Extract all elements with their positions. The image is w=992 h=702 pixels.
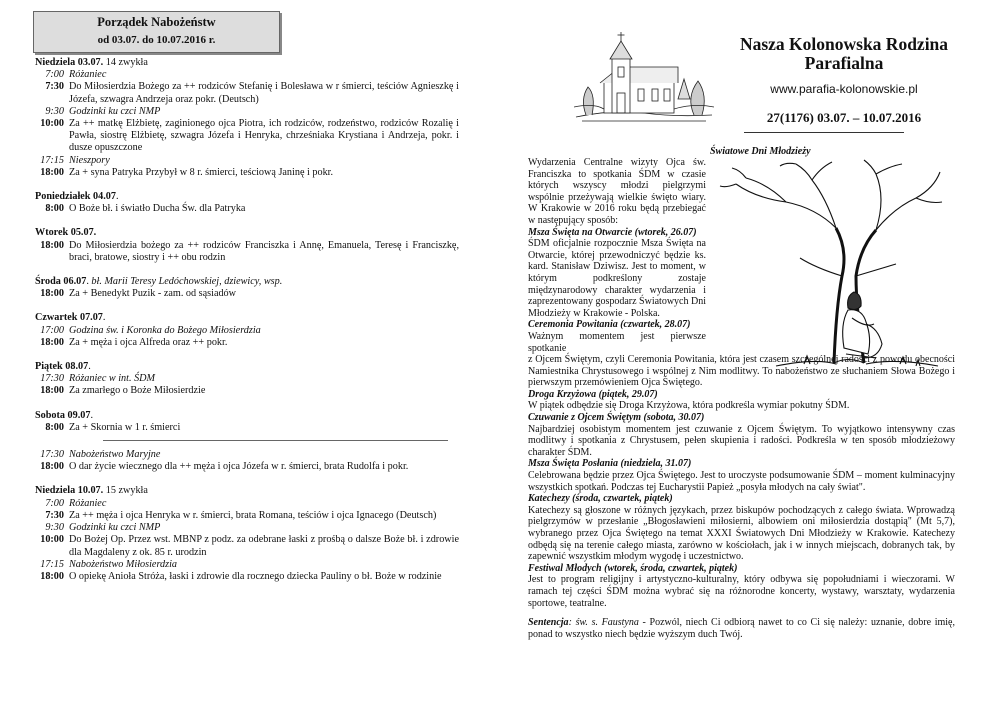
- schedule-entry: [35, 461, 459, 473]
- entry-time: 18:00: [40, 336, 64, 348]
- schedule-day: [35, 191, 459, 215]
- sentence: [528, 617, 955, 640]
- entry-text: Nabożeństwo Miłosierdzia: [69, 558, 178, 570]
- schedule-entry: [35, 337, 459, 349]
- day-name: Poniedziałek 04.07: [35, 191, 116, 203]
- entry-time: 7:30: [45, 509, 64, 521]
- schedule-entry: [35, 534, 459, 558]
- day-note: .: [86, 276, 89, 288]
- divider: [744, 132, 904, 133]
- schedule-entry: [35, 203, 459, 215]
- schedule-entry: [35, 288, 459, 300]
- schedule-day: [35, 361, 459, 398]
- schedule-day: [35, 227, 459, 264]
- entry-time: 7:00: [45, 69, 64, 81]
- day-heading: [35, 361, 459, 373]
- entry-time: 18:00: [40, 166, 64, 178]
- schedule-entry: [35, 449, 459, 461]
- sentence-author: : św. s. Faustyna: [568, 617, 639, 629]
- entry-text: Różaniec: [69, 497, 107, 509]
- entry-text: Różaniec: [69, 69, 107, 81]
- schedule-entry: [35, 155, 459, 167]
- schedule-title: Porządek Nabożeństw: [97, 15, 216, 29]
- schedule-day: [35, 57, 459, 179]
- wyd-s2-text-b: z Ojcem Świętym, czyli Ceremonia Powitania, która jest czasem szczególnej radości z powodu obecności Namiestnika Chrystusowego i wspólnej z Nim modlitwy. To nabożeństwo ze słuchaniem Słowa Bożego i pierwszym przemówieniem Ojca Świętego.: [528, 354, 955, 389]
- wyd-s1-text: ŚDM oficjalnie rozpocznie Msza Święta na Otwarcie, której przewodniczyć będzie ks. kard. Stanisław Dziwisz. Jest to moment, w którym podkreślony zostaje międzynarodowy charakter wydarzenia i zaprezentowany gospodarz Światowych Dni Młodzieży w Krakowie - Polska.: [528, 238, 706, 319]
- schedule-entry: [35, 559, 459, 571]
- entry-text: O dar życie wiecznego dla ++ męża i ojca Józefa w r. śmierci, brata Rudolfa i pokr.: [69, 461, 409, 473]
- entry-text: Za + Skornia w 1 r. śmierci: [69, 421, 181, 433]
- schedule-entry: [35, 498, 459, 510]
- wyd-s4-text: Najbardziej osobistym momentem jest czuwanie z Ojcem Świętym. To wyjątkowo intensywny czas modlitwy i spotkania z Chrystusem, pełen skupienia i radości. Podkreśla w ten sposób młodzieżowy charakter ŚDM.: [528, 423, 955, 458]
- schedule-entry: [35, 118, 459, 155]
- wyd-heading: Światowe Dni Młodzieży: [710, 146, 811, 157]
- entry-text: Za ++ matkę Elżbietę, zaginionego ojca Piotra, ich rodziców, rodzeństwo, rodziców Rozalię i Pawła, siostrę Elżbietę, szwagra Józefa i Henryka, chrześniaka Krystiana i Andrzeja, pokr. i dusze opuszczone: [69, 118, 459, 154]
- entry-time: 18:00: [40, 570, 64, 582]
- day-note: 15 zwykła: [103, 485, 148, 497]
- schedule-entry: [35, 385, 459, 397]
- wyd-intro: Wydarzenia Centralne wizyty Ojca św. Franciszka to spotkania ŚDM w czasie których wszyscy młodzi pielgrzymi wspólnie przeżywają wielkie święto wiary. W Krakowie w 2016 roku będą przebiegać w następujący sposób:: [528, 157, 706, 226]
- entry-text: Nabożeństwo Maryjne: [69, 449, 161, 461]
- sentence-text: - Pozwól, niech Ci odbiorą nawet to co Ci się należy: uznanie, dobre imię, ponad to wszystko niech będzie wyższym duch Twój.: [528, 617, 955, 640]
- schedule-entry: [35, 81, 459, 105]
- entry-text: Do Miłosierdzia Bożego za ++ rodziców Stefanię i Bolesława w r śmierci, teściów Agnieszkę i Józefa, szwagra Andrzeja oraz pokr. (Deutsch): [69, 81, 459, 105]
- entry-text: Za zmarłego o Boże Miłosierdzie: [69, 385, 206, 397]
- wyd-s3-heading: Droga Krzyżowa (piątek, 29.07): [528, 388, 658, 400]
- day-heading: [35, 410, 459, 422]
- schedule-day: [35, 410, 459, 474]
- wyd-s5-text: Celebrowana będzie przez Ojca Świętego. Jest to uroczyste podsumowanie ŚDM – moment kulminacyjny wszystkich spotkań. Podczas tej Eucharystii Papież „posyła młodych na cały świat".: [528, 470, 955, 493]
- day-heading: [35, 191, 459, 203]
- day-name: Niedziela 10.07.: [35, 485, 104, 497]
- day-name: Środa 06.07: [35, 276, 87, 288]
- schedule-entry: [35, 510, 459, 522]
- day-note: .: [115, 191, 119, 203]
- issue-number: 27(1176) 03.07. – 10.07.2016: [766, 110, 922, 125]
- entry-time: 9:30: [45, 522, 64, 534]
- entry-time: 18:00: [40, 288, 64, 300]
- day-note: .: [102, 312, 106, 324]
- entry-time: 18:00: [40, 461, 64, 473]
- entry-time: 17:15: [40, 558, 64, 570]
- day-name: Sobota 09.07: [35, 409, 91, 421]
- schedule-list: [35, 57, 459, 583]
- day-heading: [35, 57, 459, 69]
- day-feast: bł. Marii Teresy Ledóchowskiej, dziewicy, wsp.: [88, 276, 283, 288]
- entry-time: 17:30: [40, 449, 64, 461]
- entry-text: Różaniec w int. ŚDM: [69, 373, 156, 385]
- schedule-entry: [35, 373, 459, 385]
- wyd-s3-text: W piątek odbędzie się Droga Krzyżowa, która podkreśla wymiar pokutny ŚDM.: [528, 400, 850, 412]
- entry-text: Godzina św. i Koronka do Bożego Miłosierdzia: [69, 324, 261, 336]
- wyd-s2-text-a: Ważnym momentem jest pierwsze spotkanie: [528, 330, 706, 354]
- wyd-s4-heading: Czuwanie z Ojcem Świętym (sobota, 30.07): [528, 412, 705, 424]
- entry-time: 17:15: [40, 154, 64, 166]
- entry-text: Za + męża i ojca Alfreda oraz ++ pokr.: [69, 336, 228, 348]
- wyd-s7-text: Jest to program religijny i artystyczno-kulturalny, który odbywa się popołudniami i wieczorami. W ramach tej części ŚDM można wybrać się na różnorodne koncerty, wystawy, warsztaty, wydarzenia sportowe, teatralne.: [528, 574, 955, 609]
- entry-text: Godzinki ku czci NMP: [69, 522, 161, 534]
- schedule-header-box: [33, 11, 280, 53]
- schedule-entry: [35, 325, 459, 337]
- schedule-entry: [35, 240, 459, 264]
- day-name: Wtorek 05.07.: [35, 227, 97, 239]
- wyd-s5-heading: Msza Święta Posłania (niedziela, 31.07): [528, 458, 692, 470]
- day-name: Niedziela 03.07.: [35, 57, 104, 68]
- day-note: .: [90, 409, 94, 421]
- entry-time: 10:00: [40, 118, 64, 130]
- day-note: 14 zwykła: [103, 57, 148, 68]
- schedule-entry: [35, 167, 459, 179]
- day-heading: [35, 227, 459, 239]
- schedule-entry: [35, 571, 459, 583]
- entry-text: Do Miłosierdzia bożego za ++ rodziców Franciszka i Annę, Emanuela, Teresę i Franciszkę, braci, bratowe, siostry i ++ obu rodzin: [69, 239, 459, 263]
- entry-time: 17:00: [40, 324, 64, 336]
- wyd-s6-text: Katechezy są głoszone w różnych językach, przez biskupów pochodzących z całego świata. Wprowadzą pielgrzymów w przesłanie „Błogosławieni miłosierni, albowiem oni miłosierdzia dostąpią" (Mt 5,7), wybranego przez Ojca Świętego na temat XXXI Światowych Dni Młodzieży w Krakowie. Katechezy odbędą się na terenie całego miasta, zarówno w kościołach, jak i w innych miejscach, dobranych tak, by zapewnić wszystkim młodym wygodę i uczestnictwo.: [528, 504, 955, 563]
- wyd-article: [528, 157, 955, 640]
- schedule-day: [35, 312, 459, 349]
- entry-time: 9:30: [45, 105, 64, 117]
- entry-time: 10:00: [40, 534, 64, 546]
- parish-name: Nasza Kolonowska Rodzina Parafialna: [739, 34, 949, 73]
- day-heading: [35, 312, 459, 324]
- church-illustration: [574, 29, 714, 124]
- entry-text: Nieszpory: [69, 154, 110, 166]
- entry-time: 18:00: [40, 385, 64, 397]
- day-name: Czwartek 07.07: [35, 312, 103, 324]
- entry-time: 7:30: [45, 81, 64, 93]
- entry-text: O opiekę Anioła Stróża, łaski i zdrowie dla rocznego dziecka Pauliny o bł. Boże w rodzinie: [69, 570, 442, 582]
- entry-text: O Boże bł. i światło Ducha Św. dla Patryka: [69, 203, 246, 215]
- entry-text: Do Bożej Op. Przez wst. MBNP z podz. za odebrane łaski z prośbą o dalsze Boże bł. i zdrowie dla Magdaleny z ok. 85 r. urodzin: [69, 534, 459, 558]
- entry-text: Godzinki ku czci NMP: [69, 105, 161, 117]
- schedule-entry: [35, 106, 459, 118]
- schedule-entry: [35, 422, 459, 434]
- sentence-label: Sentencja: [528, 617, 569, 629]
- entry-time: 8:00: [45, 203, 64, 215]
- schedule-day: [35, 485, 459, 583]
- entry-text: Za + syna Patryka Przybył w 8 r. śmierci, teściową Janinę i pokr.: [69, 166, 334, 178]
- entry-time: 18:00: [40, 239, 64, 251]
- day-heading: [35, 276, 459, 288]
- wyd-s6-heading: Katechezy (środa, czwartek, piątek): [528, 493, 673, 505]
- schedule-day: [35, 276, 459, 300]
- entry-time: 8:00: [45, 421, 64, 433]
- entry-time: 7:00: [45, 497, 64, 509]
- day-heading: [35, 485, 459, 497]
- wyd-s2-heading: Ceremonia Powitania (czwartek, 28.07): [528, 319, 691, 331]
- entry-text: Za + Benedykt Puzik - zam. od sąsiadów: [69, 288, 237, 300]
- schedule-entry: [35, 69, 459, 81]
- entry-text: Za ++ męża i ojca Henryka w r. śmierci, brata Romana, teściów i ojca Ignacego (Deutsch): [69, 509, 437, 521]
- entry-time: 17:30: [40, 373, 64, 385]
- schedule-dates: od 03.07. do 10.07.2016 r.: [97, 34, 216, 46]
- separator-line: [103, 440, 448, 441]
- parish-url[interactable]: www.parafia-kolonowskie.pl: [770, 82, 918, 96]
- schedule-entry: [35, 522, 459, 534]
- day-note: .: [88, 361, 91, 373]
- wyd-s1-heading: Msza Święta na Otwarcie (wtorek, 26.07): [528, 226, 697, 238]
- parish-masthead: [710, 35, 978, 126]
- wyd-s7-heading: Festiwal Młodych (wtorek, środa, czwartek, piątek): [528, 562, 738, 574]
- day-name: Piątek 08.07: [35, 361, 89, 373]
